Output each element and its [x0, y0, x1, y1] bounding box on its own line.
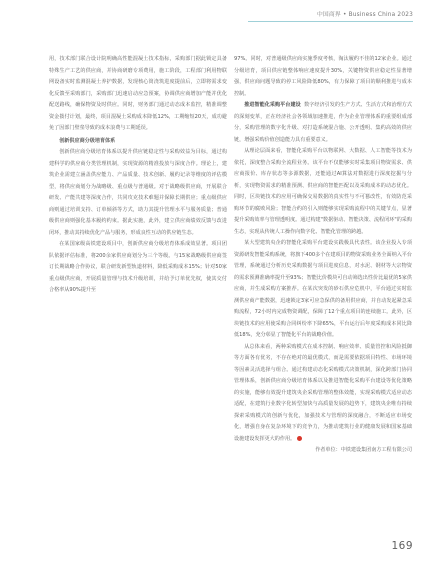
paragraph-smart-platform-intro — [234, 100, 412, 146]
header-divider — [248, 21, 413, 22]
page-number: 169 — [391, 540, 413, 552]
paragraph-conclusion — [234, 342, 412, 446]
running-head-title: 中国商界 • Business China 2023 — [316, 12, 413, 18]
section-heading-smart-platform: 推进智能化采购平台建设 — [244, 102, 301, 108]
author-affiliation: 作者单位：中铁建设集团南方工程有限公司 — [315, 447, 412, 453]
paragraph-continued: 用，技术部门联合设计院明确高性能混凝土技术指标，采购部门据此锁定具备特殊生产工艺的供应商，并协商研磨专项费用，施工阶段，工程部门利用物联网设备实时监测混凝土养护数据，发现核心筒浇筑进度提前后，立即将需求变化反馈至采购部门，采购部门迅速启动应急预案，协调供应商增加产能并优化配送路线，确保物资及时供应。同时，财务部门通过动态成本监控，精准调整资金拨付计划，最终，项目混凝土采购成本降低12%，工期缩短20天，成功避免了因部门壁垒导致的成本浪费与工期延误。 — [49, 56, 227, 131]
end-mark-icon — [297, 436, 302, 441]
paragraph-smart-platform-theory: 从理论层面来看，智能化采购平台以物联网、大数据、人工智能等技术为依托，深度整合采购全流程业务。该平台不仅能够实时采集项目物资需求、供应商报价、库存状态等多源数据，还能通过AI算法对数据进行深度挖掘与分析，实现物资需求的精准预测、供应商的智能匹配以及采购成本的动态优化。同时，区块链技术的应用可确保交易数据的真实性与不可篡改性，有效防范采购环节的腐败风险；智能合约的引入则能够实现采购流程中的关键节点，显著提升采购效率与管理透明度。通过构建"数据驱动、智能决策、流程闭环"的采购生态，实现从传统人工操作向数字化、智能化管理的跨越。 — [234, 148, 412, 235]
right-text-column — [234, 54, 412, 457]
paragraph-smart-platform-text: 数字经济引发的生产方式、生活方式和治理方式的深刻变革，正在经济社会各领域加速推进，作为企业管理体系的重要组成部分，采购管理的数字化升级、对打造系统混合施、公开透明、集约高效的供应链，增强采购价值创造能力具有重要意义。 — [234, 102, 412, 143]
left-text-column — [49, 54, 227, 297]
paragraph-supplier-tiers-theory: 创新供应商分级培育体系以提升供应链稳定性与采购效益为目标，通过构建科学的供应商分类管理机制，实现资源的精准投放与深度合作。理论上，建筑企业需建立涵盖供应能力、产品质量、技术创新、履约记录等维度的评估模型，将供应商划分为战略级、重点级与普通级。对于战略级供应商，开展联合研发、产能共建等深度合作，共同攻克技术难题并保障长期供应；重点级供应商则通过培训支持、订单倾斜等方式，助力其提升管理水平与服务质量；普通级供应商则强化基本履约约束。据此实施，此外，建立供应商绩效反馈与改进闭环，推动其持续优化产品与服务，形成良性互动的供应链生态。 — [49, 149, 227, 236]
paragraph-continued-right: 97%。同时，对普通级供应商实施季度考核，淘汰履约不佳的12家企业。通过分级培育，项目供应链整体响应速度提升30%，关键物资供应稳定性显著增强，供应商问题导致的停工风险降低80%，有力保障了项目的顺利推进与成本控制。 — [234, 56, 412, 97]
paragraph-smart-platform-case: 某大型建筑央企的智能化采购平台建设实践极具代表性。该企业投入专项资源研发智能采购系统，将旗下400多个在建项目的物资采购业务全面纳入平台管理，系统通过分析历史采购数据与项目进度信息，对水泥、钢材等大宗物资的需求预测准确率提升至93%；智能比价模块可自动筛选出性价比最优的5家供应商，并生成采购方案推荐。在某次突发的砂石供应危机中，平台通过实时监测供应商产能数据，迅速锁定3家可应急保供的备用供应商，并自动发起紧急采购流程，72小时内完成物资调配，保障了12个重点项目的连续施工。此外，区块链技术的应用使采购合同纠纷率下降65%，平台运行后年度采购成本同比降低18%，充分彰显了智能化平台的战略价值。 — [234, 240, 412, 338]
section-heading-supplier-tiers: 创新供应商分级培育体系 — [59, 137, 116, 144]
paragraph-supplier-tiers-case: 在某国家级高铁建设项目中，创新供应商分级培育体系成效显著。项目团队依据评估标准，将200余家供应商划分为三个等级。与15家战略级供应商签订长期战略合作协议，联合研发新型轨道材料，降低采购成本15%；针对50家重点级供应商，开展质量管理与技术升级培训，并给予订单优先权，使其交付合格率从90%提升至 — [49, 241, 227, 293]
paragraph-conclusion-text: 从总体来看，两种采购模式在成本控制、响应效率、质量管控和风险抵御等方面各有优劣，不存在绝对的最优模式，而是需要依据项目特性、市场环境等因素灵活选择与组合。通过构建动态化采购模式决策机制，深化跨部门协同管理体系，创新供应商分级培育体系以及推进智能化采购平台建设等优化策略的实施，能够有效提升建筑央企采购管理的整体效能，实现采购模式适应动态适配，在建筑行业数字化转型加快与高质量发展的趋势下，建筑央企唯有持续探索采购模式的创新与优化，加强技术与管理的深度融合，不断适应市场变化，增强自身在复杂环境下的竞争力，为推动建筑行业的健康发展和国家基础设施建设发挥更大的作用。 — [234, 343, 412, 442]
running-header — [0, 0, 427, 28]
